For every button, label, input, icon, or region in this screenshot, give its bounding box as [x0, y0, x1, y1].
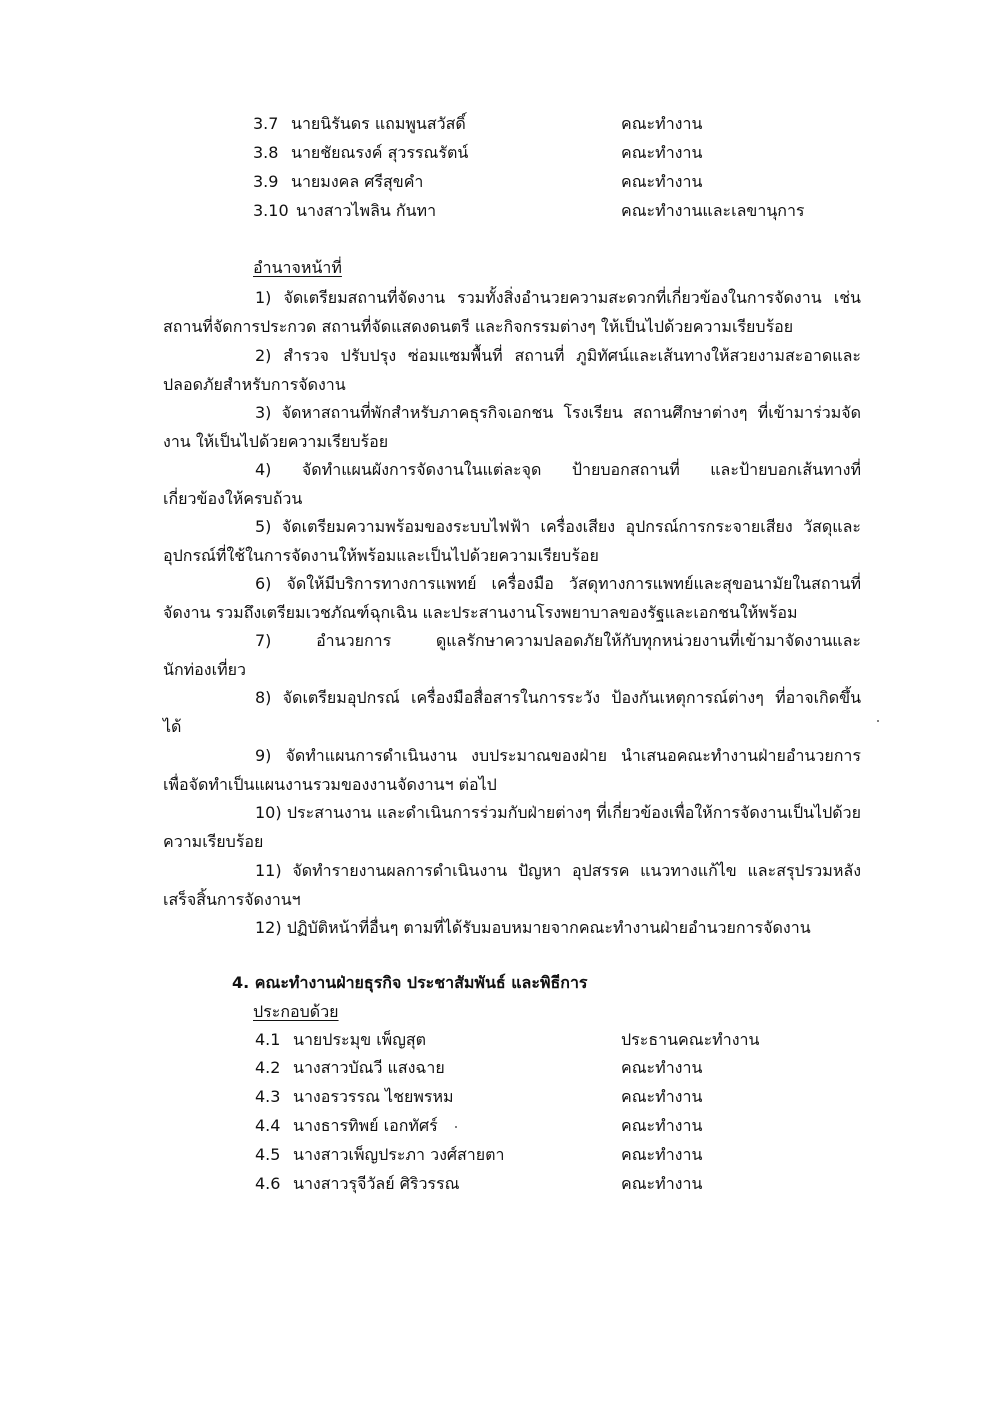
- duty-item: [163, 683, 861, 741]
- member-role: คณะทำงาน: [621, 114, 703, 133]
- member-name: นายประมุข เพ็ญสุต: [293, 1030, 427, 1049]
- duty-line: สถานที่จัดการประกวด สถานที่จัดแสดงดนตรี และกิจกรรมต่างๆ ให้เป็นไปด้วยความเรียบร้อย: [163, 317, 794, 336]
- member-number: 4.2: [255, 1058, 281, 1077]
- member-name: นางสาวบัณวี แสงฉาย: [293, 1058, 445, 1077]
- duty-line: 4) จัดทำแผนผังการจัดงานในแต่ละจุด ป้ายบอกสถานที่ และป้ายบอกเส้นทางที่: [255, 460, 861, 479]
- member-number: 4.4: [255, 1116, 281, 1135]
- duty-line: 1) จัดเตรียมสถานที่จัดงาน รวมทั้งสิ่งอำนวยความสะดวกที่เกี่ยวข้องในการจัดงาน เช่น: [255, 288, 861, 307]
- member-role: คณะทำงานและเลขานุการ: [621, 201, 805, 220]
- duties-heading: อำนาจหน้าที่: [253, 258, 342, 277]
- duty-line: จัดงาน รวมถึงเตรียมเวชภัณฑ์ฉุกเฉิน และประสานงานโรงพยาบาลของรัฐและเอกชนให้พร้อม: [163, 603, 798, 622]
- duty-item: [163, 856, 861, 914]
- member-name: นางสาวไพลิน กันทา: [296, 201, 437, 220]
- duty-line: 12) ปฏิบัติหน้าที่อื่นๆ ตามที่ได้รับมอบหมายจากคณะทำงานฝ่ายอำนวยการจัดงาน: [255, 918, 811, 937]
- member-number: 4.5: [255, 1145, 281, 1164]
- member-name: นางอรวรรณ ไชยพรหม: [293, 1087, 454, 1106]
- member-role: คณะทำงาน: [621, 172, 703, 191]
- member-role: คณะทำงาน: [621, 1174, 703, 1193]
- member-role: คณะทำงาน: [621, 1145, 703, 1164]
- member-role: ประธานคณะทำงาน: [621, 1030, 760, 1049]
- duty-line: เสร็จสิ้นการจัดงานฯ: [163, 890, 301, 909]
- duty-line: 3) จัดหาสถานที่พักสำหรับภาคธุรกิจเอกชน โรงเรียน สถานศึกษาต่างๆ ที่เข้ามาร่วมจัด: [255, 403, 861, 422]
- member-name: นางธารทิพย์ เอกทัศร์: [293, 1116, 438, 1135]
- duty-line: 2) สำรวจ ปรับปรุง ซ่อมแซมพื้นที่ สถานที่ ภูมิทัศน์และเส้นทางให้สวยงามสะอาดและ: [255, 346, 861, 365]
- duty-item: [163, 569, 861, 627]
- duty-item: [163, 913, 861, 942]
- duty-item: [163, 398, 861, 456]
- member-role: คณะทำงาน: [621, 1058, 703, 1077]
- duty-item: [163, 341, 861, 399]
- duty-line: 9) จัดทำแผนการดำเนินงาน งบประมาณของฝ่าย นำเสนอคณะทำงานฝ่ายอำนวยการ: [255, 746, 861, 765]
- member-name: นางสาวเพ็ญประภา วงศ์สายตา: [293, 1145, 505, 1164]
- duty-item: [163, 455, 861, 513]
- duty-item: [163, 512, 861, 570]
- member-number: 3.7: [253, 114, 279, 133]
- duty-line: งาน ให้เป็นไปด้วยความเรียบร้อย: [163, 432, 389, 451]
- member-name: นายนิรันดร แถมพูนสวัสดิ์: [291, 114, 466, 133]
- duty-line: 11) จัดทำรายงานผลการดำเนินงาน ปัญหา อุปสรรค แนวทางแก้ไข และสรุปรวมหลัง: [255, 861, 861, 880]
- duty-line: 6) จัดให้มีบริการทางการแพทย์ เครื่องมือ วัสดุทางการแพทย์และสุขอนามัยในสถานที่: [255, 574, 861, 593]
- member-role: คณะทำงาน: [621, 143, 703, 162]
- duty-line: 10) ประสานงาน และดำเนินการร่วมกับฝ่ายต่างๆ ที่เกี่ยวข้องเพื่อให้การจัดงานเป็นไปด้วย: [255, 803, 861, 822]
- member-name: นายชัยณรงค์ สุวรรณรัตน์: [291, 143, 469, 162]
- member-number: 3.9: [253, 172, 279, 191]
- member-number: 4.1: [255, 1030, 281, 1049]
- member-name: นายมงคล ศรีสุขคำ: [291, 172, 424, 191]
- member-number: 3.8: [253, 143, 279, 162]
- duty-line: 5) จัดเตรียมความพร้อมของระบบไฟฟ้า เครื่องเสียง อุปกรณ์การกระจายเสียง วัสดุและ: [255, 517, 861, 536]
- duty-line: อุปกรณ์ที่ใช้ในการจัดงานให้พร้อมและเป็นไปด้วยความเรียบร้อย: [163, 546, 599, 565]
- duty-item: [163, 626, 861, 684]
- duty-line: เกี่ยวข้องให้ครบถ้วน: [163, 489, 303, 508]
- section4-subheading: ประกอบด้วย: [253, 1002, 339, 1021]
- member-number: 4.6: [255, 1174, 281, 1193]
- duty-item: [163, 283, 861, 341]
- duty-line: เพื่อจัดทำเป็นแผนงานรวมของงานจัดงานฯ ต่อไป: [163, 775, 497, 794]
- duty-item: [163, 741, 861, 799]
- member-role: คณะทำงาน: [621, 1116, 703, 1135]
- duty-line: ความเรียบร้อย: [163, 832, 264, 851]
- section4-heading: 4. คณะทำงานฝ่ายธุรกิจ ประชาสัมพันธ์ และพิธีการ: [232, 973, 588, 992]
- duty-line: ปลอดภัยสำหรับการจัดงาน: [163, 375, 346, 394]
- member-number: 4.3: [255, 1087, 281, 1106]
- duty-line: ได้: [163, 717, 182, 736]
- member-role: คณะทำงาน: [621, 1087, 703, 1106]
- duty-line: นักท่องเที่ยว: [163, 660, 246, 679]
- duty-line: 8) จัดเตรียมอุปกรณ์ เครื่องมือสื่อสารในการระวัง ป้องกันเหตุการณ์ต่างๆ ที่อาจเกิดขึ้น: [255, 688, 861, 707]
- member-number: 3.10: [253, 201, 289, 220]
- duty-item: [163, 798, 861, 856]
- member-name: นางสาวรุจีวัลย์ ศิริวรรณ: [293, 1174, 460, 1193]
- duty-line: 7) อำนวยการ ดูแลรักษาความปลอดภัยให้กับทุกหน่วยงานที่เข้ามาจัดงานและ: [255, 631, 861, 650]
- scan-speck: [455, 1126, 457, 1128]
- scan-speck: [877, 720, 879, 722]
